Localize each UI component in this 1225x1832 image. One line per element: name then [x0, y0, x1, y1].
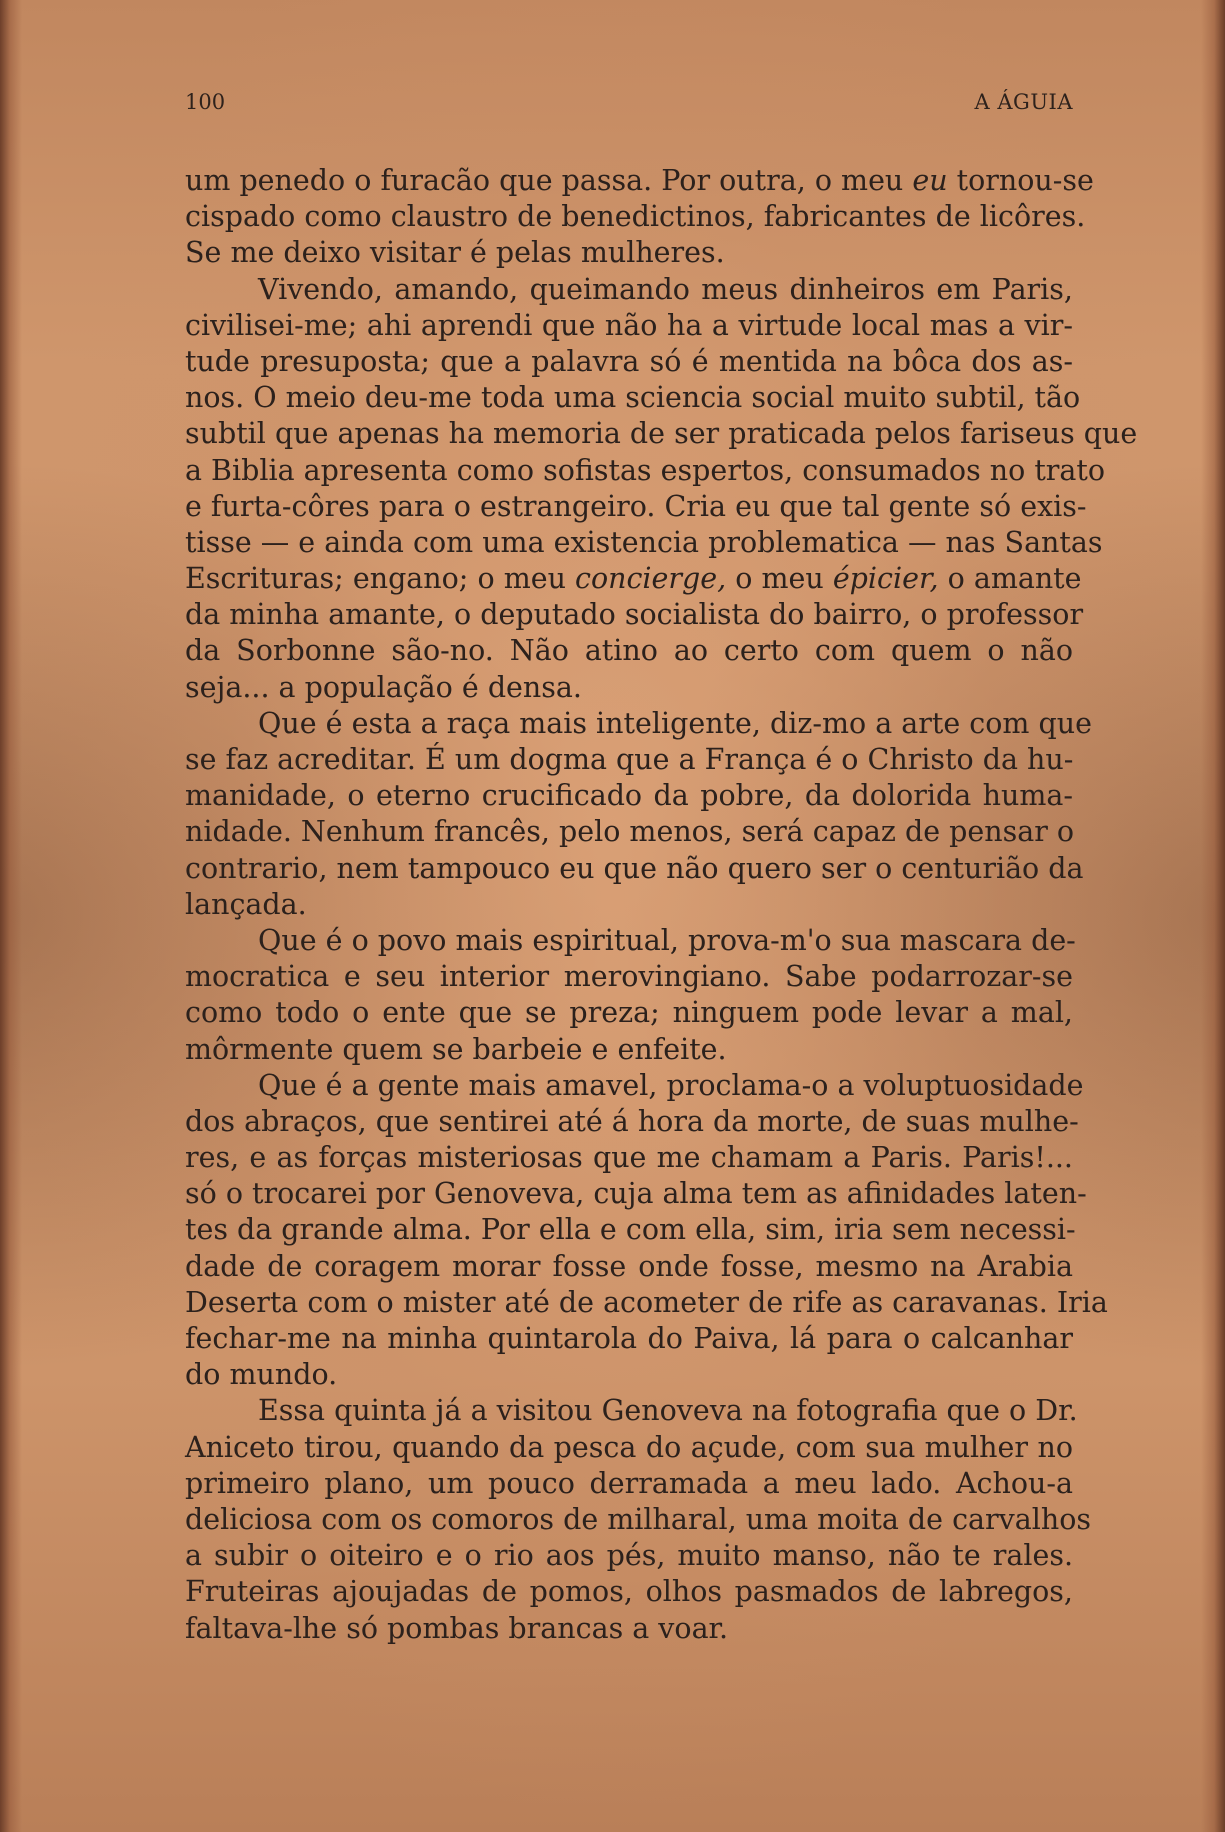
text-line: Que é a gente mais amavel, proclama-o a voluptuosidade — [258, 1068, 1084, 1102]
text-line: a Biblia apresenta como sofistas espertos, consumados no trato — [185, 453, 1106, 487]
text-line: se faz acreditar. É um dogma que a França é o Christo da hu- — [185, 743, 1074, 776]
text-line: Escrituras; engano; o meu concierge, o meu épicier, o amante — [185, 562, 1082, 596]
body-text — [185, 163, 1138, 1647]
text-line: Que é esta a raça mais inteligente, diz-mo a arte com que — [258, 706, 1092, 740]
text-line: môrmente quem se barbeie e enfeite. — [185, 1032, 727, 1066]
text-line: Que é o povo mais espiritual, prova-m'o sua mascara de- — [258, 923, 1076, 957]
text-line: da minha amante, o deputado socialista do bairro, o professor — [185, 598, 1084, 632]
page-header — [185, 90, 1073, 118]
text-line: faltava-lhe só pombas brancas a voar. — [185, 1611, 729, 1645]
text-line: Se me deixo visitar é pelas mulheres. — [185, 236, 725, 270]
text-line: a subir o oiteiro e o rio aos pés, muito manso, não te rales. — [185, 1539, 1073, 1573]
text-line: manidade, o eterno crucificado da pobre, da dolorida huma- — [185, 779, 1073, 813]
page-number: 100 — [185, 90, 226, 114]
text-line: deliciosa com os comoros de milharal, uma moita de carvalhos — [185, 1502, 1092, 1536]
text-line: do mundo. — [185, 1358, 338, 1392]
text-line: Fruteiras ajoujadas de pomos, olhos pasmados de labregos, — [185, 1575, 1073, 1609]
running-head: A ÁGUIA — [974, 90, 1073, 114]
text-line: tisse — e ainda com uma existencia problematica — nas Santas — [185, 525, 1103, 559]
text-line: Vivendo, amando, queimando meus dinheiros em Paris, — [258, 272, 1073, 306]
text-line: fechar-me na minha quintarola do Paiva, lá para o calcanhar — [185, 1322, 1073, 1355]
text-line: subtil que apenas ha memoria de ser praticada pelos fariseus que — [185, 417, 1138, 451]
text-line: Deserta com o mister até de acometer de rife as caravanas. Iria — [185, 1285, 1108, 1319]
text-line: primeiro plano, um pouco derramada a meu lado. Achou-a — [185, 1466, 1073, 1500]
text-line: Aniceto tirou, quando da pesca do açude, com sua mulher no — [185, 1430, 1073, 1464]
text-line: um penedo o furacão que passa. Por outra, o meu eu tornou-se — [185, 164, 1094, 197]
text-line: seja... a população é densa. — [185, 670, 582, 704]
page-edge-right — [1201, 0, 1225, 1832]
text-line: nos. O meio deu-me toda uma sciencia social muito subtil, tão — [185, 381, 1081, 415]
text-line: res, e as forças misteriosas que me chamam a Paris. Paris!... — [185, 1141, 1073, 1175]
text-line: tude presuposta; que a palavra só é mentida na bôca dos as- — [185, 344, 1073, 378]
text-line: dos abraços, que sentirei até á hora da morte, de suas mulhe- — [185, 1104, 1079, 1138]
text-line: só o trocarei por Genoveva, cuja alma tem as afinidades laten- — [185, 1177, 1087, 1211]
text-line: lançada. — [185, 887, 307, 921]
text-line: como todo o ente que se preza; ninguem pode levar a mal, — [185, 996, 1073, 1030]
text-line: nidade. Nenhum francês, pelo menos, será capaz de pensar o — [185, 815, 1075, 849]
text-line: contrario, nem tampouco eu que não quero ser o centurião da — [185, 851, 1084, 885]
text-line: civilisei-me; ahi aprendi que não ha a virtude local mas a vir- — [185, 308, 1073, 342]
text-line: tes da grande alma. Por ella e com ella, sim, iria sem necessi- — [185, 1213, 1076, 1247]
text-line: e furta-côres para o estrangeiro. Cria eu que tal gente só exis- — [185, 489, 1087, 523]
page-edge-left — [0, 0, 22, 1832]
text-line: dade de coragem morar fosse onde fosse, mesmo na Arabia — [185, 1249, 1073, 1283]
text-line: cispado como claustro de benedictinos, fabricantes de licôres. — [185, 200, 1086, 234]
text-line: Essa quinta já a visitou Genoveva na fotografia que o Dr. — [258, 1394, 1078, 1428]
text-line: da Sorbonne são-no. Não atino ao certo com quem o não — [185, 634, 1073, 668]
text-line: mocratica e seu interior merovingiano. Sabe podarrozar-se — [185, 960, 1073, 994]
